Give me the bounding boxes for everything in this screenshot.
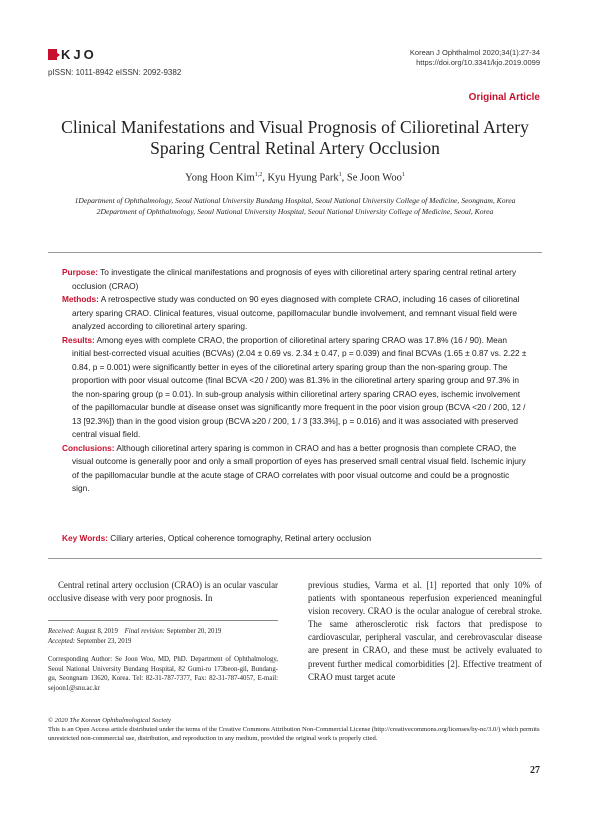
logo-mark-icon (48, 49, 57, 60)
affiliations (48, 195, 542, 217)
journal-citation-block (410, 48, 540, 68)
top-divider (48, 252, 542, 253)
abstract (62, 266, 528, 496)
article-type: Original Article (468, 92, 540, 103)
copyright (48, 716, 542, 743)
corresponding-author: Corresponding Author: Se Joon Woo, MD, PhD. Department of Ophthalmology, Seoul National University Bundang Hospital, 82 Gumi-ro 173beon-gil, Bundang-gu, Seongnam 13620, Korea. Tel: 82-31-787-7377, Fax: 82-31-787-4057, E-mail: sejoon1@snu.ac.kr (48, 656, 278, 692)
affiliation-1: 1Department of Ophthalmology, Seoul National University Bundang Hospital, Seoul National University College of Medicine, Seongnam, Korea (74, 196, 516, 205)
journal-logo (48, 47, 97, 62)
abstract-purpose: Purpose: To investigate the clinical manifestations and prognosis of eyes with cilioretinal artery sparing central retinal artery occlusion (CRAO) (62, 267, 517, 291)
affiliation-2: 2Department of Ophthalmology, Seoul National University Hospital, Seoul National University College of Medicine, Seoul, Korea (96, 207, 494, 216)
authors: Yong Hoon Kim$^{1,2}$, Kyu Hyung Park$^1$, Se Joon Woo$^1$ (185, 172, 405, 184)
body-left-paragraph: Central retinal artery occlusion (CRAO) is an ocular vascular occlusive disease with very poor prognosis. In (48, 580, 278, 604)
keywords-text: Ciliary arteries, Optical coherence tomography, Retinal artery occlusion (110, 533, 372, 543)
footnote-divider (48, 620, 278, 621)
body-left-column (48, 579, 278, 605)
article-title: Clinical Manifestations and Visual Prognosis of Cilioretinal Artery Sparing Central Retinal Artery Occlusion (61, 117, 529, 158)
bottom-divider (48, 558, 542, 559)
keywords (62, 533, 528, 543)
article-dates: Received: August 8, 2019 Final revision: September 20, 2019 Accepted: September 23, 2019 (48, 628, 222, 645)
body-right-column (308, 579, 542, 684)
abstract-results: Results: Among eyes with complete CRAO, the proportion of cilioretinal artery sparing CRAO was 17.8% (16 / 90). Mean initial best-corrected visual acuities (BCVAs) (2.04 ± 0.69 vs. 2.34 ± 0.47, p = 0.039) and final BCVAs (1.65 ± 0.87 vs. 2.22 ± 0.84, p = 0.001) were significantly better in eyes of the cilioretinal artery sparing group than the non-sparing group. The proportion with poor visual outcome (final BCVA <20 / 200) was 81.3% in the cilioretinal artery sparing group and 97.3% in the non-sparing group (p = 0.01). In sub-group analysis within cilioretinal artery sparing CRAO eyes, ischemic involvement of the papillomacular bundle at disease onset was significantly more frequent in the poor vision group (BCVA <20 / 200, 12 / 13 [92.3%]) than in the good vision group (BCVA ≥20 / 200, 1 / 3 [33.3%], p = 0.016) and it was associated with preserved central visual field. (62, 334, 527, 439)
copyright-line: © 2020 The Korean Ophthalmological Society (48, 717, 171, 724)
logo-text: KJO (61, 47, 97, 62)
issn: pISSN: 1011-8942 eISSN: 2092-9382 (48, 68, 182, 77)
abstract-conclusions: Conclusions: Although cilioretinal artery sparing is common in CRAO and has a better prognosis than complete CRAO, the visual outcome is generally poor and only a small proportion of eyes has preserved small central visual field. Ischemic injury of the papillomacular bundle at the acute stage of CRAO correlates with poor visual outcome and could be a prognostic sign. (62, 442, 526, 493)
body-right-paragraph: previous studies, Varma et al. [1] reported that only 10% of patients with spontaneous reperfusion experienced meaningful vision recovery. CRAO is the ocular analogue of cerebral stroke. The same atherosclerotic risk factors that predispose to cardiovascular, peripheral vascular, and cerebrovascular disease are present in CRAO, and these must be actively evaluated to prevent further medical comorbidities [2]. Effective treatment of CRAO must target acute (308, 580, 542, 682)
doi-link[interactable]: https://doi.org/10.3341/kjo.2019.0099 (416, 58, 540, 67)
journal-citation: Korean J Ophthalmol 2020;34(1):27-34 (409, 48, 540, 57)
abstract-methods: Methods: A retrospective study was conducted on 90 eyes diagnosed with complete CRAO, including 16 cases of cilioretinal artery sparing CRAO. Clinical features, visual outcome, papillomacular bundle involvement, and remnant visual field were analyzed according to cilioretinal artery sparing. (62, 294, 520, 331)
page-number: 27 (530, 765, 540, 776)
keywords-label: Key Words: (62, 533, 108, 543)
license-text: This is an Open Access article distributed under the terms of the Creative Commons Attribution Non-Commercial License (http://creativecommons.org/licenses/by-nc/3.0/) which permits unrestricted non-commercial use, distribution, and reproduction in any medium, provided the original work is properly cited. (48, 726, 540, 742)
